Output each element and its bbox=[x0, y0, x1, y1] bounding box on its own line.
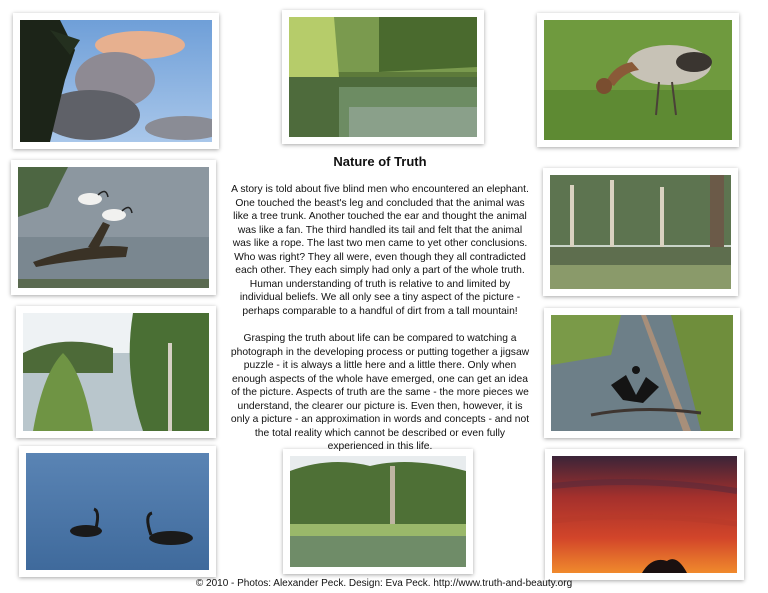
photo-sky-clouds bbox=[13, 13, 219, 149]
photo-black-swans bbox=[19, 446, 216, 577]
paragraph: Grasping the truth about life can be compared to watching a photograph in the developing process or putting together a jigsaw puzzle - it is always a little here and a little there. Only when enough aspects of the whole have emerged, one can get an idea of the picture. Aspects of truth are the same - the more pieces we understand, the clearer our picture is. Even then, however, it is only a picture - an approximation in words and concepts - and not the total reality which cannot be described or even fully experienced in this life. bbox=[230, 333, 530, 452]
body-text bbox=[228, 183, 532, 468]
page-title: Nature of Truth bbox=[333, 154, 427, 169]
photo-bush-lagoon bbox=[543, 168, 738, 296]
photo-park-reflection bbox=[283, 449, 473, 574]
photo-cormorant-branch bbox=[544, 308, 740, 438]
credit-line: © 2010 - Photos: Alexander Peck. Design: Eva Peck. http://www.truth-and-beauty.org bbox=[195, 578, 573, 589]
photo-ibis-on-log bbox=[11, 160, 216, 295]
photo-lake-trees bbox=[16, 306, 216, 438]
photo-pond-trees bbox=[282, 10, 484, 144]
photo-red-sunset bbox=[545, 449, 744, 580]
photo-duck-grazing bbox=[537, 13, 739, 147]
paragraph: A story is told about five blind men who encountered an elephant. One touched the beast's leg and concluded that the animal was like a tree trunk. Another touched the ear and thought the animal was like a fan. The third handled its tail and felt that the animal was like a rope. The last two men came to yet other conclusions. Who was right? They all were, even though they all contradicted each other. They each simply had only a part of the whole truth. Human understanding of truth is relative to and limited by individual beliefs. We all only see a tiny aspect of the picture - perhaps comparable to a handful of dirt from a tall mountain! bbox=[231, 184, 529, 317]
